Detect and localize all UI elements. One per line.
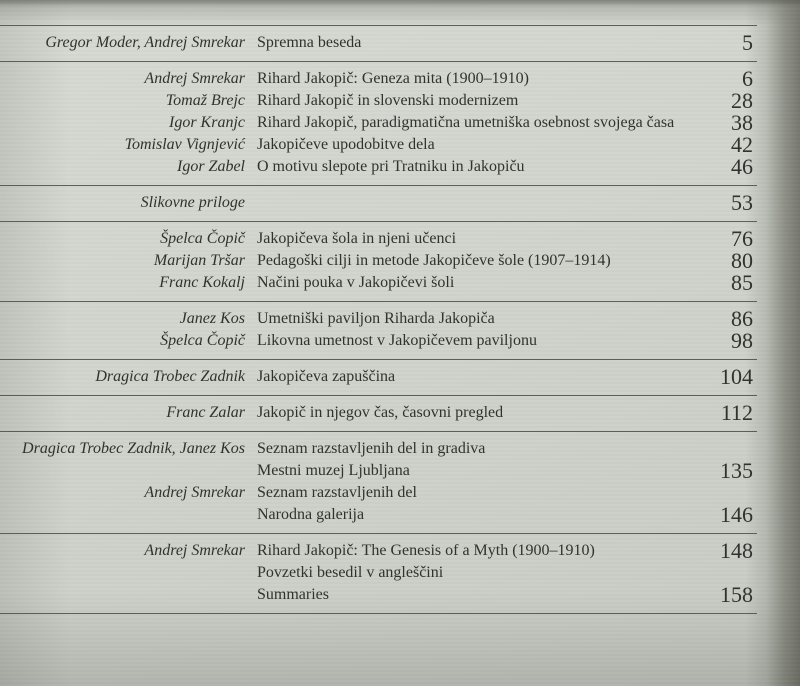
title-cell bbox=[257, 330, 675, 352]
toc-section bbox=[0, 533, 757, 613]
page-number: 28 bbox=[731, 88, 753, 113]
table-of-contents bbox=[0, 25, 757, 614]
title-line: Umetniški paviljon Riharda Jakopiča bbox=[257, 310, 495, 327]
toc-row bbox=[0, 272, 757, 294]
toc-row bbox=[0, 250, 757, 272]
title-cell bbox=[257, 482, 675, 526]
title-line: Seznam razstavljenih del bbox=[257, 484, 417, 501]
title-line: Summaries bbox=[257, 586, 329, 603]
title-cell bbox=[257, 32, 675, 54]
author-cell: Andrej Smrekar bbox=[144, 70, 245, 87]
page-number: 76 bbox=[731, 226, 753, 251]
title-line: Rihard Jakopič: The Genesis of a Myth (1900–1910) bbox=[257, 542, 595, 559]
title-line: Rihard Jakopič: Geneza mita (1900–1910) bbox=[257, 70, 529, 87]
toc-row bbox=[0, 32, 757, 54]
toc-row bbox=[0, 112, 757, 134]
title-line: Jakopičeve upodobitve dela bbox=[257, 136, 435, 153]
author-cell: Špelca Čopič bbox=[160, 332, 245, 349]
title-cell bbox=[257, 68, 675, 90]
title-line: O motivu slepote pri Tratniku in Jakopiču bbox=[257, 158, 525, 175]
page-number: 6 bbox=[742, 66, 753, 91]
author-cell: Tomaž Brejc bbox=[165, 92, 245, 109]
page-number: 146 bbox=[720, 502, 753, 527]
author-cell: Tomislav Vignjević bbox=[124, 136, 245, 153]
author-cell: Andrej Smrekar bbox=[144, 542, 245, 559]
page-number: 80 bbox=[731, 248, 753, 273]
toc-row bbox=[0, 192, 757, 214]
toc-row bbox=[0, 330, 757, 352]
page-number: 148 bbox=[720, 538, 753, 563]
toc-row bbox=[0, 68, 757, 90]
page-number: 46 bbox=[731, 154, 753, 179]
toc-section bbox=[0, 185, 757, 221]
title-cell bbox=[257, 308, 675, 330]
toc-row bbox=[0, 482, 757, 526]
page-number: 38 bbox=[731, 110, 753, 135]
title-line: Povzetki besedil v angleščini bbox=[257, 564, 444, 581]
title-line: Seznam razstavljenih del in gradiva bbox=[257, 440, 486, 457]
title-line: Jakopičeva zapuščina bbox=[257, 368, 396, 385]
toc-row bbox=[0, 308, 757, 330]
page-number: 42 bbox=[731, 132, 753, 157]
toc-row bbox=[0, 90, 757, 112]
title-cell bbox=[257, 134, 675, 156]
title-cell bbox=[257, 402, 675, 424]
author-cell: Marijan Tršar bbox=[153, 252, 245, 269]
toc-row bbox=[0, 402, 757, 424]
toc-section bbox=[0, 25, 757, 61]
page-number: 5 bbox=[742, 30, 753, 55]
title-cell bbox=[257, 272, 675, 294]
author-cell: Franc Zalar bbox=[166, 404, 245, 421]
title-line: Načini pouka v Jakopičevi šoli bbox=[257, 274, 455, 291]
author-cell: Dragica Trobec Zadnik, Janez Kos bbox=[22, 440, 245, 457]
toc-row bbox=[0, 540, 757, 562]
title-line: Likovna umetnost v Jakopičevem paviljonu bbox=[257, 332, 537, 349]
title-cell bbox=[257, 156, 675, 178]
toc-row bbox=[0, 438, 757, 482]
toc-section bbox=[0, 431, 757, 533]
title-line: Rihard Jakopič in slovenski modernizem bbox=[257, 92, 519, 109]
title-line: Rihard Jakopič, paradigmatična umetniška osebnost svojega časa bbox=[257, 114, 675, 131]
toc-section bbox=[0, 359, 757, 395]
author-cell: Slikovne priloge bbox=[140, 194, 245, 211]
title-line: Mestni muzej Ljubljana bbox=[257, 462, 410, 479]
author-cell: Janez Kos bbox=[179, 310, 245, 327]
title-cell bbox=[257, 90, 675, 112]
author-cell: Andrej Smrekar bbox=[144, 484, 245, 501]
toc-row bbox=[0, 562, 757, 606]
title-cell bbox=[257, 250, 675, 272]
toc-row bbox=[0, 228, 757, 250]
toc-row bbox=[0, 366, 757, 388]
title-line: Spremna beseda bbox=[257, 34, 362, 51]
page-number: 158 bbox=[720, 582, 753, 607]
author-cell: Gregor Moder, Andrej Smrekar bbox=[45, 34, 245, 51]
page-number: 104 bbox=[720, 364, 753, 389]
title-cell bbox=[257, 562, 675, 606]
title-line: Narodna galerija bbox=[257, 506, 365, 523]
page-number: 85 bbox=[731, 270, 753, 295]
author-cell: Franc Kokalj bbox=[159, 274, 245, 291]
author-cell: Špelca Čopič bbox=[160, 230, 245, 247]
toc-section bbox=[0, 221, 757, 301]
title-cell bbox=[257, 540, 675, 562]
title-line: Jakopič in njegov čas, časovni pregled bbox=[257, 404, 504, 421]
toc-row bbox=[0, 156, 757, 178]
title-cell bbox=[257, 112, 675, 134]
page-number: 135 bbox=[720, 458, 753, 483]
title-cell bbox=[257, 438, 675, 482]
title-cell bbox=[257, 366, 675, 388]
toc-row bbox=[0, 134, 757, 156]
author-cell: Dragica Trobec Zadnik bbox=[95, 368, 245, 385]
author-cell: Igor Zabel bbox=[177, 158, 245, 175]
toc-section bbox=[0, 395, 757, 431]
page-number: 112 bbox=[720, 400, 753, 425]
toc-section bbox=[0, 61, 757, 185]
page-number: 86 bbox=[731, 306, 753, 331]
page-number: 98 bbox=[731, 328, 753, 353]
author-cell: Igor Kranjc bbox=[169, 114, 245, 131]
title-line: Pedagoški cilji in metode Jakopičeve šole (1907–1914) bbox=[257, 252, 611, 269]
title-cell bbox=[257, 228, 675, 250]
title-line: Jakopičeva šola in njeni učenci bbox=[257, 230, 457, 247]
toc-section bbox=[0, 301, 757, 359]
page-number: 53 bbox=[731, 190, 753, 215]
